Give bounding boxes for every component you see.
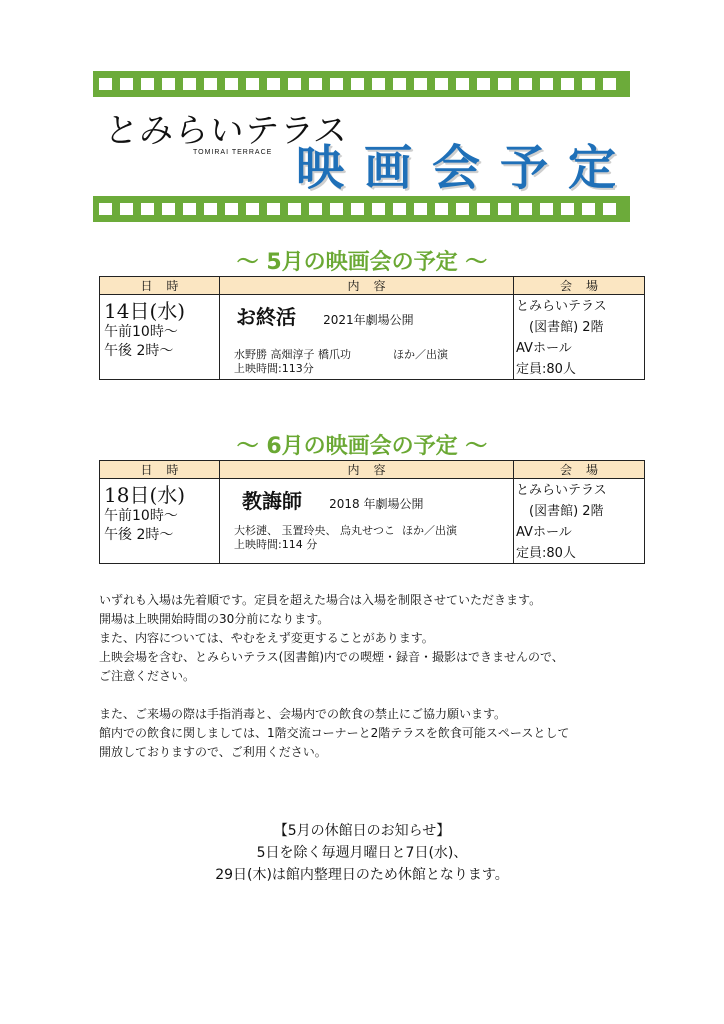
show-time: 午後 2時～ xyxy=(104,527,174,543)
show-date: 14日(水) xyxy=(104,299,186,323)
show-time: 午後 2時～ xyxy=(104,343,174,359)
datetime-cell xyxy=(100,295,220,380)
note-line: ご注意ください。 xyxy=(99,669,196,683)
table-row xyxy=(100,479,645,564)
note-line: 開場は上映開始時間の30分前になります。 xyxy=(99,612,330,626)
cast-list: 水野勝 高畑淳子 橋爪功 ほか／出演 xyxy=(234,348,448,361)
header-content: 内容 xyxy=(220,277,514,295)
closure-line: 29日(木)は館内整理日のため休館となります。 xyxy=(215,867,509,883)
note-line: また、ご来場の際は手指消毒と、会場内での飲食の禁止にご協力願います。 xyxy=(99,707,507,721)
june-schedule-table xyxy=(99,460,645,564)
datetime-cell xyxy=(100,479,220,564)
venue-line: (図書館) 2階 xyxy=(516,504,604,519)
closure-line: 5日を除く毎週月曜日と7日(水)、 xyxy=(256,845,468,861)
may-heading: ～ 5月の映画会の予定 ～ xyxy=(236,250,488,275)
header-content: 内容 xyxy=(220,461,514,479)
venue-line: 定員:80人 xyxy=(516,546,576,561)
logo-text: とみらいテラス xyxy=(102,111,351,151)
note-line: 館内での飲食に関しましては、1階交流コーナーと2階テラスを飲食可能スペースとして xyxy=(99,726,570,740)
note-line: 開放しておりますので、ご利用ください。 xyxy=(99,745,327,759)
june-heading: ～ 6月の映画会の予定 ～ xyxy=(236,434,488,459)
show-date: 18日(水) xyxy=(104,483,186,507)
runtime: 上映時間:113分 xyxy=(234,362,314,375)
note-line: また、内容については、やむをえず変更することがあります。 xyxy=(99,631,434,645)
may-schedule-table xyxy=(99,276,645,380)
cast-list: 大杉漣、 玉置玲央、 烏丸せつこ ほか／出演 xyxy=(234,524,457,537)
release-year: 2018 年劇場公開 xyxy=(329,497,424,511)
note-line: いずれも入場は先着順です。定員を超えた場合は入場を制限させていただきます。 xyxy=(99,593,542,607)
film-strip-top xyxy=(93,71,630,97)
venue-line: とみらいテラス xyxy=(516,299,607,314)
film-title: 教誨師 xyxy=(242,489,302,513)
release-year: 2021年劇場公開 xyxy=(323,313,414,327)
venue-line: 定員:80人 xyxy=(516,362,576,377)
note-line: 上映会場を含む、とみらいテラス(図書館)内での喫煙・録音・撮影はできませんので、 xyxy=(99,650,564,664)
header-datetime: 日時 xyxy=(100,277,220,295)
logo-subtext: TOMIRAI TERRACE xyxy=(193,149,273,156)
content-cell xyxy=(220,295,514,380)
content-cell xyxy=(220,479,514,564)
venue-line: とみらいテラス xyxy=(516,483,607,498)
runtime: 上映時間:114 分 xyxy=(234,538,318,551)
header-venue: 会場 xyxy=(514,277,645,295)
show-time: 午前10時～ xyxy=(104,324,178,340)
venue-cell xyxy=(514,295,645,380)
venue-line: AVホール xyxy=(516,341,572,356)
show-time: 午前10時～ xyxy=(104,508,178,524)
header-venue: 会場 xyxy=(514,461,645,479)
venue-line: AVホール xyxy=(516,525,572,540)
film-title: お終活 xyxy=(236,305,296,329)
film-strip-bottom xyxy=(93,196,630,222)
venue-line: (図書館) 2階 xyxy=(516,320,604,335)
notes-block xyxy=(99,591,659,762)
venue-cell xyxy=(514,479,645,564)
closure-notice xyxy=(0,820,724,886)
table-row xyxy=(100,295,645,380)
header-datetime: 日時 xyxy=(100,461,220,479)
closure-title: 【5月の休館日のお知らせ】 xyxy=(273,823,451,839)
page-title: 映画会予定 xyxy=(296,140,637,196)
